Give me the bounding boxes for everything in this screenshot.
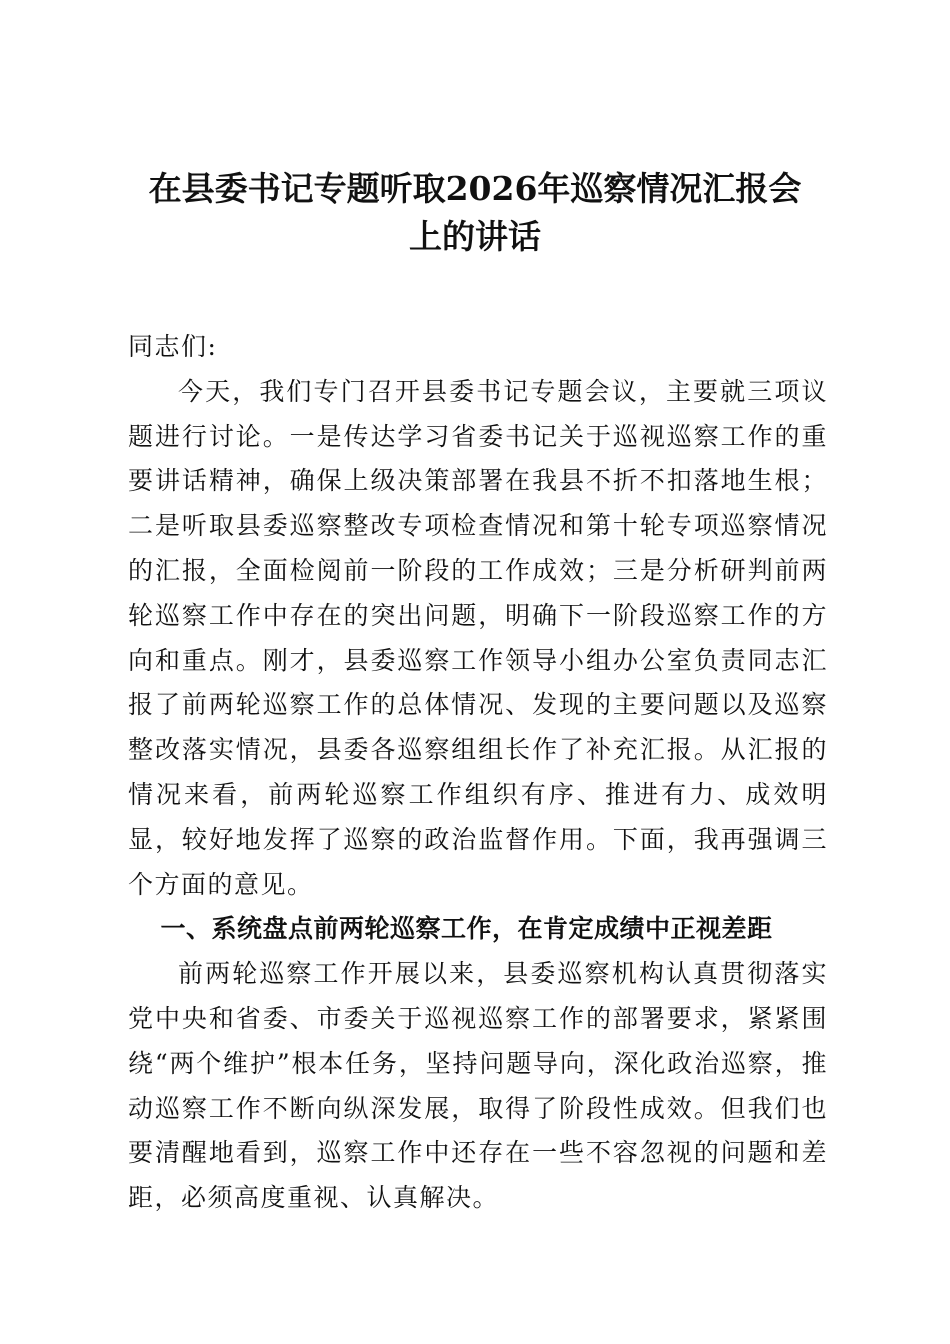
title-line-1: 在县委书记专题听取2026年巡察情况汇报会 (148, 169, 802, 208)
document-body (128, 325, 828, 1221)
section-heading-1: 一、系统盘点前两轮巡察工作，在肯定成绩中正视差距 (160, 914, 773, 944)
salutation: 同志们: (128, 332, 218, 361)
paragraph-section-1: 前两轮巡察工作开展以来，县委巡察机构认真贯彻落实党中央和省委、市委关于巡视巡察工作的部署要求，紧紧围绕“两个维护”根本任务，坚持问题导向，深化政治巡察，推动巡察工作不断向纵深发展，取得了阶段性成效。但我们也要清醒地看到，巡察工作中还存在一些不容忽视的问题和差距，必须高度重视、认真解决。 (128, 959, 828, 1213)
paragraph-intro: 今天，我们专门召开县委书记专题会议，主要就三项议题进行讨论。一是传达学习省委书记关于巡视巡察工作的重要讲话精神，确保上级决策部署在我县不折不扣落地生根；二是听取县委巡察整改专项检查情况和第十轮专项巡察情况的汇报，全面检阅前一阶段的工作成效；三是分析研判前两轮巡察工作中存在的突出问题，明确下一阶段巡察工作的方向和重点。刚才，县委巡察工作领导小组办公室负责同志汇报了前两轮巡察工作的总体情况、发现的主要问题以及巡察整改落实情况，县委各巡察组组长作了补充汇报。从汇报的情况来看，前两轮巡察工作组织有序、推进有力、成效明显，较好地发挥了巡察的政治监督作用。下面，我再强调三个方面的意见。 (128, 376, 828, 899)
title-line-2: 上的讲话 (409, 217, 541, 256)
document-title (120, 165, 830, 261)
